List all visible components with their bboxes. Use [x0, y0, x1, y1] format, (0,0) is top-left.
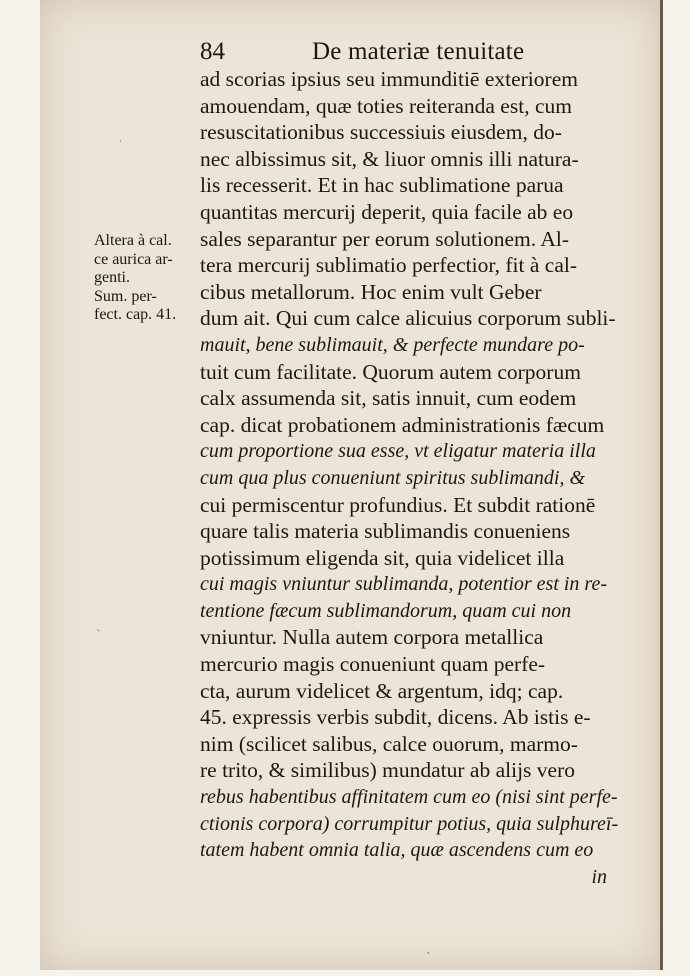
ink-speck: ˌ	[118, 128, 123, 143]
margin-note-line: Altera à cal.	[94, 232, 172, 249]
text-line: nec albissimus sit, & liuor omnis illi natura-	[200, 146, 579, 171]
text-line: calx assumenda sit, satis innuit, cum eodem	[200, 386, 577, 411]
text-line: quare talis materia sublimandis conueniens	[200, 519, 571, 544]
text-line: quantitas mercurij deperit, quia facile ab eo	[200, 199, 574, 224]
margin-ref-line: Sum. per-	[94, 287, 157, 305]
text-line-italic: rebus habentibus affinitatem cum eo (nisi sint perfe-	[200, 786, 618, 809]
text-line-italic: tatem habent omnia talia, quæ ascendens cum eo	[200, 839, 594, 862]
margin-note	[94, 232, 202, 325]
text-line-italic: cui magis vniuntur sublimanda, potentior est in re-	[200, 573, 608, 596]
text-line: cap. dicat probationem administrationis fæcum	[200, 412, 605, 437]
margin-ref-line: fect. cap. 41.	[94, 306, 177, 323]
margin-note-line: ce aurica ar-	[94, 250, 173, 268]
text-line: ad scorias ipsius seu immunditiē exteriorem	[200, 67, 578, 91]
body-text	[200, 66, 619, 890]
margin-note-line: genti.	[94, 269, 130, 286]
text-line: mercurio magis conueniunt quam perfe-	[200, 652, 546, 677]
text-line: resuscitationibus successiuis eiusdem, do-	[200, 120, 562, 145]
text-line: nim (scilicet salibus, calce ouorum, marmo-	[200, 731, 578, 756]
page-number: 84	[200, 38, 225, 65]
running-head-title: De materiæ tenuitate	[312, 38, 525, 65]
text-line: vniuntur. Nulla autem corpora metallica	[200, 625, 544, 650]
text-line: tera mercurij sublimatio perfectior, fit à cal-	[200, 253, 578, 278]
text-line: potissimum eligenda sit, quia videlicet illa	[200, 545, 565, 570]
text-line-italic: mauit, bene sublimauit, & perfecte mundare po-	[200, 333, 585, 356]
text-line: cibus metallorum. Hoc enim vult Geber	[200, 279, 542, 304]
text-line-italic: tentione fæcum sublimandorum, quam cui non	[200, 599, 572, 622]
text-line: lis recesserit. Et in hac sublimatione parua	[200, 173, 564, 198]
text-line: tuit cum facilitate. Quorum autem corporum	[200, 359, 581, 384]
text-line: re trito, & similibus) mundatur ab alijs vero	[200, 758, 575, 783]
catchword: in	[591, 865, 607, 888]
text-line: dum ait. Qui cum calce alicuius corporum subli-	[200, 306, 616, 331]
text-line-italic: cum proportione sua esse, vt eligatur materia illa	[200, 440, 596, 463]
text-line: sales separantur per eorum solutionem. Al-	[200, 226, 569, 251]
running-header	[200, 38, 610, 68]
ink-speck: ˋ	[96, 628, 101, 643]
text-line-italic: cum qua plus conueniunt spiritus sublimandi, &	[200, 466, 585, 489]
text-line: 45. expressis verbis subdit, dicens. Ab istis e-	[200, 705, 591, 730]
text-line-italic: ctionis corpora) corrumpitur potius, quia sulphureī-	[200, 812, 619, 835]
ink-speck: ˎ	[426, 940, 431, 955]
text-line: cta, aurum videlicet & argentum, idq; cap.	[200, 678, 564, 703]
text-line: cui permiscentur profundius. Et subdit rationē	[200, 492, 596, 517]
text-line: amouendam, quæ toties reiteranda est, cum	[200, 93, 572, 118]
